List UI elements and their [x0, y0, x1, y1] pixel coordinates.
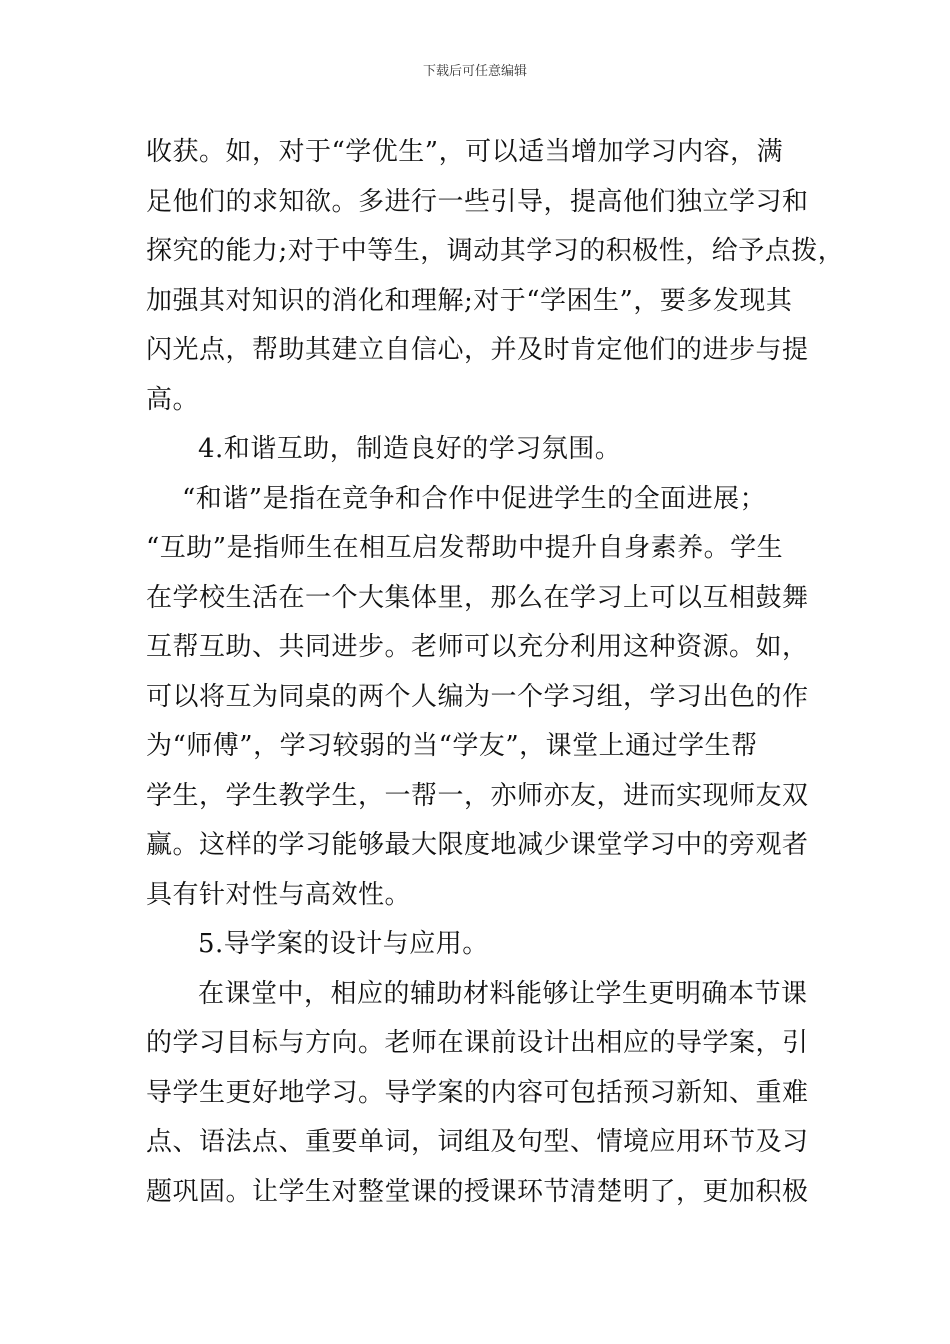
- section-heading-5: 5.导学案的设计与应用。: [198, 929, 489, 959]
- text-line: “和谐”是指在竞争和合作中促进学生的全面进展；: [182, 483, 767, 514]
- text-line: 具有针对性与高效性。: [146, 879, 412, 910]
- text-line: 闪光点，帮助其建立自信心，并及时肯定他们的进步与提: [146, 335, 809, 365]
- text-line: 高。: [146, 384, 200, 415]
- page-header: 下载后可任意编辑: [422, 64, 527, 79]
- text-line: 为“师傅”，学习较弱的当“学友”，课堂上通过学生帮: [146, 731, 758, 761]
- text-line: 足他们的求知欲。多进行一些引导，提高他们独立学习和: [146, 186, 809, 217]
- section-heading-4: 4.和谐互助，制造良好的学习氛围。: [198, 434, 622, 464]
- text-line: “互助”是指师生在相互启发帮助中提升自身素养。学生: [146, 533, 784, 563]
- text-line: 探究的能力;对于中等生，调动其学习的积极性，给予点拨，: [146, 236, 845, 266]
- text-line: 加强其对知识的消化和理解;对于“学困生”，要多发现其: [146, 285, 793, 316]
- document-body: [146, 128, 845, 1217]
- text-line: 互帮互助、共同进步。老师可以充分利用这种资源。如，: [146, 632, 809, 662]
- text-line: 可以将互为同桌的两个人编为一个学习组，学习出色的作: [146, 681, 809, 712]
- text-line: 的学习目标与方向。老师在课前设计出相应的导学案，引: [146, 1028, 809, 1058]
- text-line: 在学校生活在一个大集体里，那么在学习上可以互相鼓舞: [146, 582, 809, 613]
- text-line: 题巩固。让学生对整堂课的授课环节清楚明了，更加积极: [146, 1176, 809, 1207]
- text-line: 收获。如，对于“学优生”，可以适当增加学习内容，满: [146, 137, 784, 167]
- text-line: 在课堂中，相应的辅助材料能够让学生更明确本节课: [198, 978, 808, 1009]
- text-line: 点、语法点、重要单词，词组及句型、情境应用环节及习: [146, 1127, 809, 1157]
- text-line: 导学生更好地学习。导学案的内容可包括预习新知、重难: [146, 1077, 809, 1108]
- text-line: 赢。这样的学习能够最大限度地减少课堂学习中的旁观者: [146, 830, 809, 860]
- text-line: 学生，学生教学生，一帮一，亦师亦友，进而实现师友双: [146, 780, 809, 811]
